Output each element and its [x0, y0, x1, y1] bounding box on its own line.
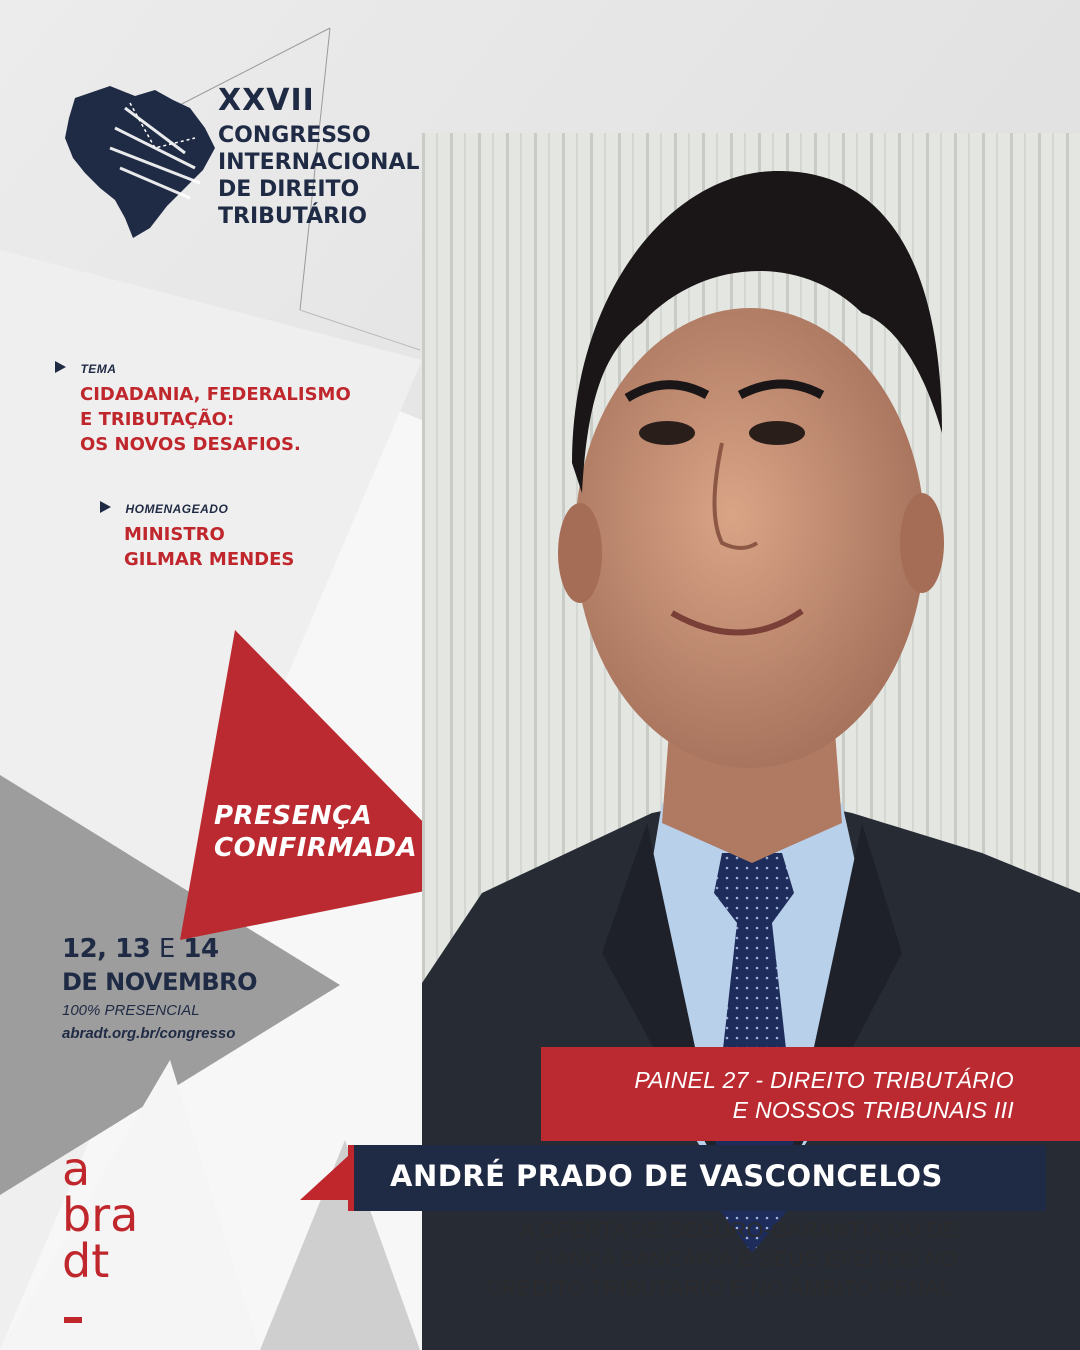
homenageado-line: GILMAR MENDES — [124, 549, 295, 570]
speaker-name: ANDRÉ PRADO DE VASCONCELOS — [390, 1159, 943, 1193]
day-1: 12, — [62, 934, 107, 964]
event-url[interactable]: abradt.org.br/congresso — [62, 1025, 236, 1042]
event-name-line: CONGRESSO — [218, 123, 371, 148]
dates-month: DE NOVEMBRO — [62, 968, 258, 996]
event-title — [218, 83, 420, 230]
event-name-line: TRIBUTÁRIO — [218, 204, 367, 229]
tema-block — [55, 360, 351, 457]
homenageado-label: HOMENAGEADO — [125, 502, 229, 516]
speaker-topic — [486, 1216, 958, 1303]
panel-text — [634, 1065, 1014, 1125]
logo-line: dt — [62, 1234, 110, 1288]
brazil-map-icon — [55, 78, 225, 243]
day-3: 14 — [183, 934, 219, 964]
event-mode: 100% PRESENCIAL — [62, 1002, 200, 1019]
homenageado-line: MINISTRO — [124, 524, 225, 545]
tema-line: CIDADANIA, FEDERALISMO — [80, 384, 351, 405]
play-triangle-icon — [55, 361, 66, 373]
dates-days — [62, 934, 257, 964]
event-edition: XXVII — [218, 83, 315, 118]
event-name-line: DE DIREITO — [218, 177, 360, 202]
presence-line: PRESENÇA — [214, 801, 373, 831]
event-name-line: INTERNACIONAL — [218, 150, 420, 175]
logo-line: bra — [62, 1188, 139, 1242]
logo-underscore — [64, 1317, 82, 1323]
tema-label: TEMA — [80, 362, 117, 376]
panel-line: E NOSSOS TRIBUNAIS III — [732, 1097, 1014, 1123]
panel-box — [541, 1047, 1080, 1141]
play-triangle-icon — [100, 501, 111, 513]
tema-line: E TRIBUTAÇÃO: — [80, 409, 235, 430]
presence-confirmed — [214, 800, 417, 864]
tema-line: OS NOVOS DESAFIOS. — [80, 434, 301, 455]
topic-line: CRÉDITO TRIBUTÁRIO E NO ÂMBITO PENAL. — [485, 1276, 958, 1300]
abradt-logo — [62, 1142, 139, 1330]
dates-and: E — [158, 934, 175, 964]
day-2: 13 — [115, 934, 151, 964]
homenageado-block — [100, 500, 294, 572]
topic-line: A OFERTA DE SEGURO-GARANTIA OU DE — [520, 1218, 958, 1242]
panel-line: PAINEL 27 - DIREITO TRIBUTÁRIO — [634, 1067, 1014, 1093]
logo-line: a — [62, 1142, 91, 1196]
topic-line: FIANÇA BANCÁRIA E SEUS EFEITOS NO — [535, 1247, 958, 1271]
presence-line: CONFIRMADA — [214, 833, 418, 863]
speaker-name-bar — [348, 1145, 1046, 1211]
event-dates — [62, 934, 257, 1042]
